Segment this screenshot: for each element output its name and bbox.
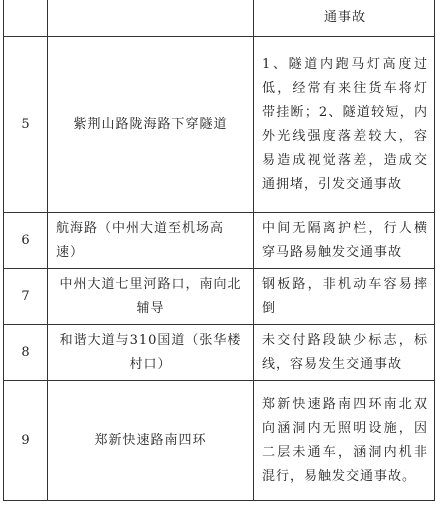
- table-row: [4, 213, 435, 269]
- table-row: [4, 269, 435, 325]
- hazard-description-cell: 通事故: [254, 0, 435, 37]
- row-index-cell: [4, 0, 48, 37]
- road-name-cell: 和谐大道与310国道（张华楼村口）: [48, 325, 254, 381]
- row-index-cell: 5: [4, 37, 48, 213]
- table-row: [4, 381, 435, 501]
- hazard-description-cell: 中间无隔离护栏，行人横穿马路易触发交通事故: [254, 213, 435, 269]
- row-index-cell: 6: [4, 213, 48, 269]
- hazard-description-cell: 未交付路段缺少标志，标线，容易发生交通事故: [254, 325, 435, 381]
- table-row: [4, 37, 435, 213]
- row-index-cell: 7: [4, 269, 48, 325]
- hazard-description-cell: 1、隧道内跑马灯高度过低，经常有来往货车将灯带挂断；2、隧道较短，内外光线强度落差较大，容易造成视觉落差，造成交通拥堵，引发交通事故: [254, 37, 435, 213]
- road-name-cell: [48, 0, 254, 37]
- road-name-cell: 航海路（中州大道至机场高速）: [48, 213, 254, 269]
- road-name-cell: 紫荆山路陇海路下穿隧道: [48, 37, 254, 213]
- hazard-description-cell: 钢板路，非机动车容易摔倒: [254, 269, 435, 325]
- road-name-cell: 郑新快速路南四环: [48, 381, 254, 501]
- road-hazard-table: [3, 0, 435, 501]
- row-index-cell: 8: [4, 325, 48, 381]
- row-index-cell: 9: [4, 381, 48, 501]
- road-name-cell: 中州大道七里河路口，南向北辅导: [48, 269, 254, 325]
- table-row: [4, 0, 435, 37]
- hazard-description-cell: 郑新快速路南四环南北双向涵洞内无照明设施，因二层未通车，涵洞内机非混行，易触发交通事故。: [254, 381, 435, 501]
- table-row: [4, 325, 435, 381]
